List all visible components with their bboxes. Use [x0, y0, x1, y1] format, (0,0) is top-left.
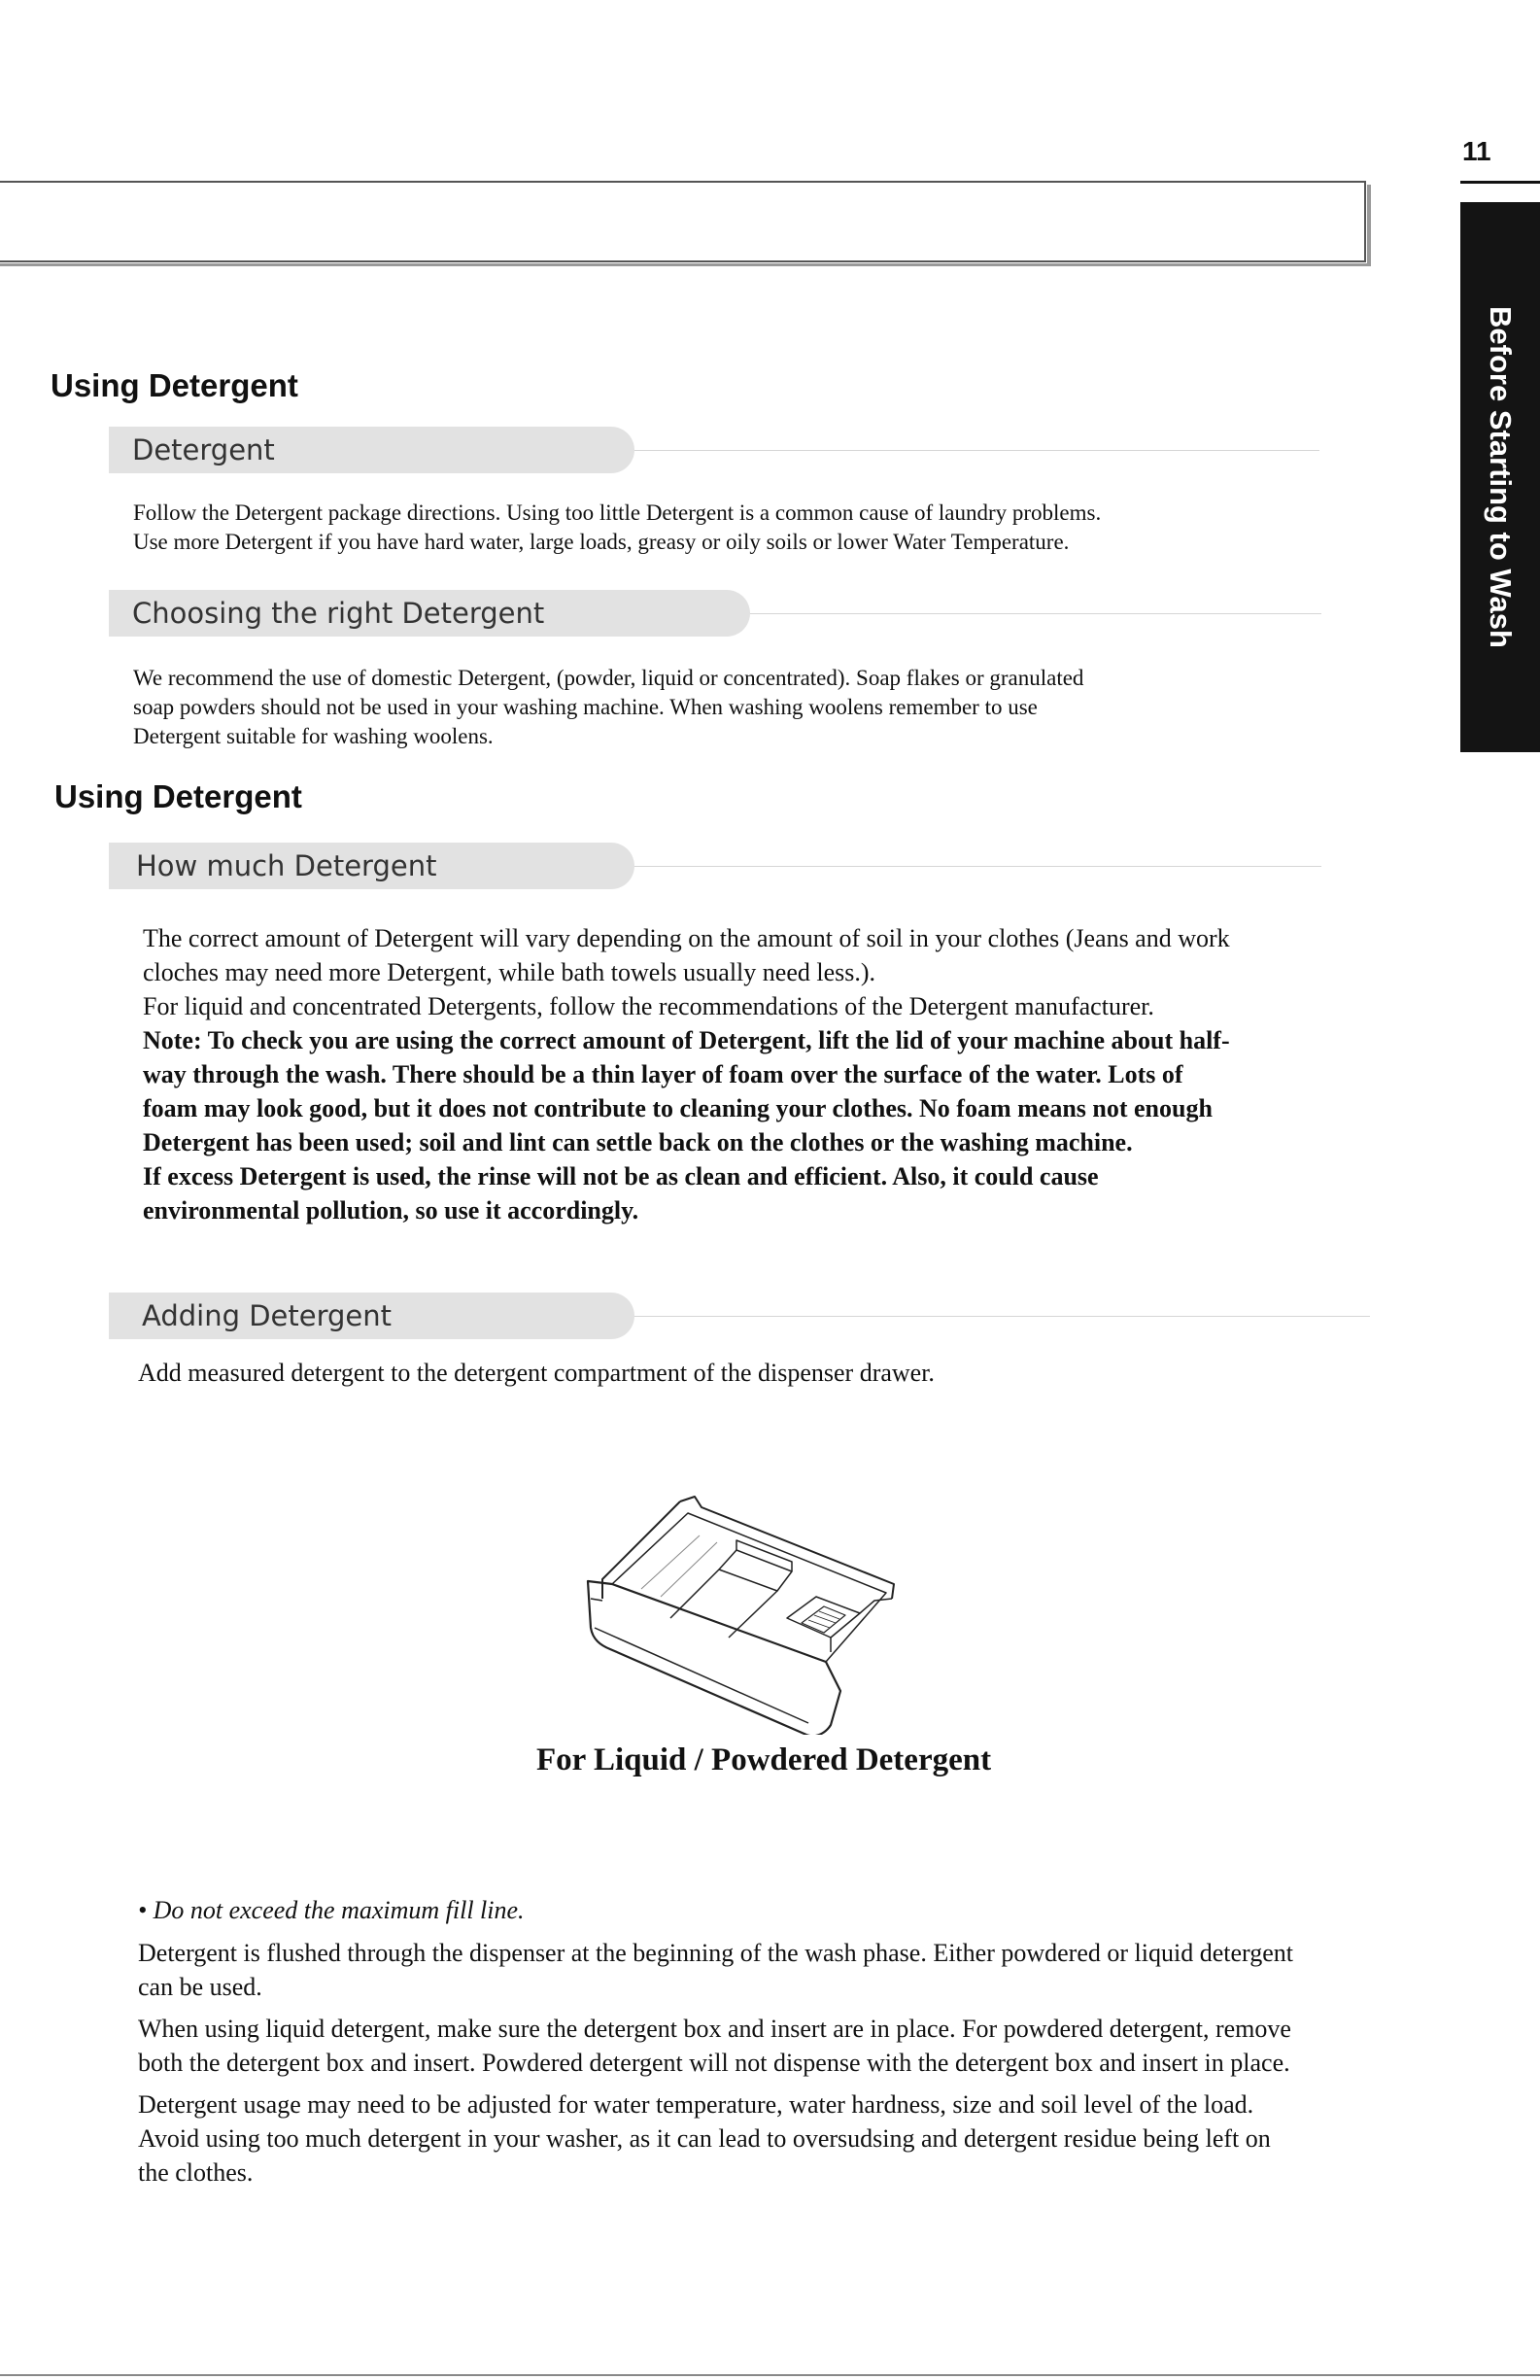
text-line: We recommend the use of domestic Detergent, (powder, liquid or concentrated). Soap flakes or granulated [133, 666, 1084, 690]
subhead-rule [634, 450, 1319, 451]
bottom-rule [0, 2374, 1540, 2376]
section-heading: Using Detergent [54, 778, 302, 814]
note-line: way through the wash. There should be a thin layer of foam over the surface of the water. Lots of [143, 1060, 1183, 1088]
page-number: 11 [1462, 136, 1491, 166]
note-line: If excess Detergent is used, the rinse will not be as clean and efficient. Also, it could cause [143, 1162, 1099, 1190]
note-line: Detergent has been used; soil and lint can settle back on the clothes or the washing machine. [143, 1128, 1133, 1156]
page-number-rule [1460, 181, 1540, 184]
closing-text [138, 1936, 1293, 2190]
adding-text: Add measured detergent to the detergent compartment of the dispenser drawer. [138, 1359, 935, 1387]
subhead-how-much: How much Detergent [109, 843, 634, 889]
subhead-rule [634, 866, 1321, 867]
text-line: soap powders should not be used in your washing machine. When washing woolens remember to use [133, 695, 1038, 719]
subhead-adding: Adding Detergent [109, 1293, 634, 1339]
note-line: foam may look good, but it does not contribute to cleaning your clothes. No foam means not enough [143, 1094, 1213, 1122]
subhead-detergent: Detergent [109, 427, 634, 473]
how-much-text [143, 921, 1230, 1023]
text-line: The correct amount of Detergent will vary depending on the amount of soil in your clothes (Jeans and work [143, 924, 1230, 952]
figure-caption: For Liquid / Powdered Detergent [536, 1742, 992, 1777]
note-line: environmental pollution, so use it accordingly. [143, 1196, 639, 1224]
text-line: the clothes. [138, 2158, 254, 2187]
header-box-shadow [1367, 185, 1371, 266]
header-box [0, 181, 1366, 262]
text-line: Detergent suitable for washing woolens. [133, 724, 494, 748]
text-line: both the detergent box and insert. Powdered detergent will not dispense with the detergent box and insert in place. [138, 2049, 1290, 2077]
subhead-choosing: Choosing the right Detergent [109, 590, 750, 637]
text-line: For liquid and concentrated Detergents, follow the recommendations of the Detergent manufacturer. [143, 992, 1154, 1020]
subhead-rule [634, 1316, 1370, 1317]
text-line: Detergent usage may need to be adjusted for water temperature, water hardness, size and soil level of the load. [138, 2090, 1254, 2119]
text-line: When using liquid detergent, make sure the detergent box and insert are in place. For powdered detergent, remove [138, 2015, 1291, 2043]
text-line: Follow the Detergent package directions. Using too little Detergent is a common cause of laundry problems. [133, 500, 1102, 525]
text-line: Use more Detergent if you have hard water, large loads, greasy or oily soils or lower Water Temperature. [133, 530, 1070, 554]
warning-bullet: • Do not exceed the maximum fill line. [138, 1896, 525, 1924]
header-box-shadow-bottom [0, 263, 1371, 266]
detergent-text [133, 499, 1101, 557]
section-heading: Using Detergent [51, 367, 298, 403]
choosing-text [133, 664, 1083, 751]
dispenser-drawer-illustration [583, 1492, 904, 1735]
note-line: Note: To check you are using the correct amount of Detergent, lift the lid of your machine about half- [143, 1026, 1230, 1054]
text-line: can be used. [138, 1973, 262, 2001]
how-much-note [143, 1023, 1230, 1227]
text-line: cloches may need more Detergent, while bath towels usually need less.). [143, 958, 876, 986]
text-line: Avoid using too much detergent in your washer, as it can lead to oversudsing and detergent residue being left on [138, 2124, 1271, 2153]
side-tab-label: Before Starting to Wash [1484, 306, 1518, 648]
text-line: Detergent is flushed through the dispenser at the beginning of the wash phase. Either powdered or liquid detergent [138, 1939, 1293, 1967]
side-tab [1460, 202, 1540, 752]
subhead-rule [750, 613, 1321, 614]
